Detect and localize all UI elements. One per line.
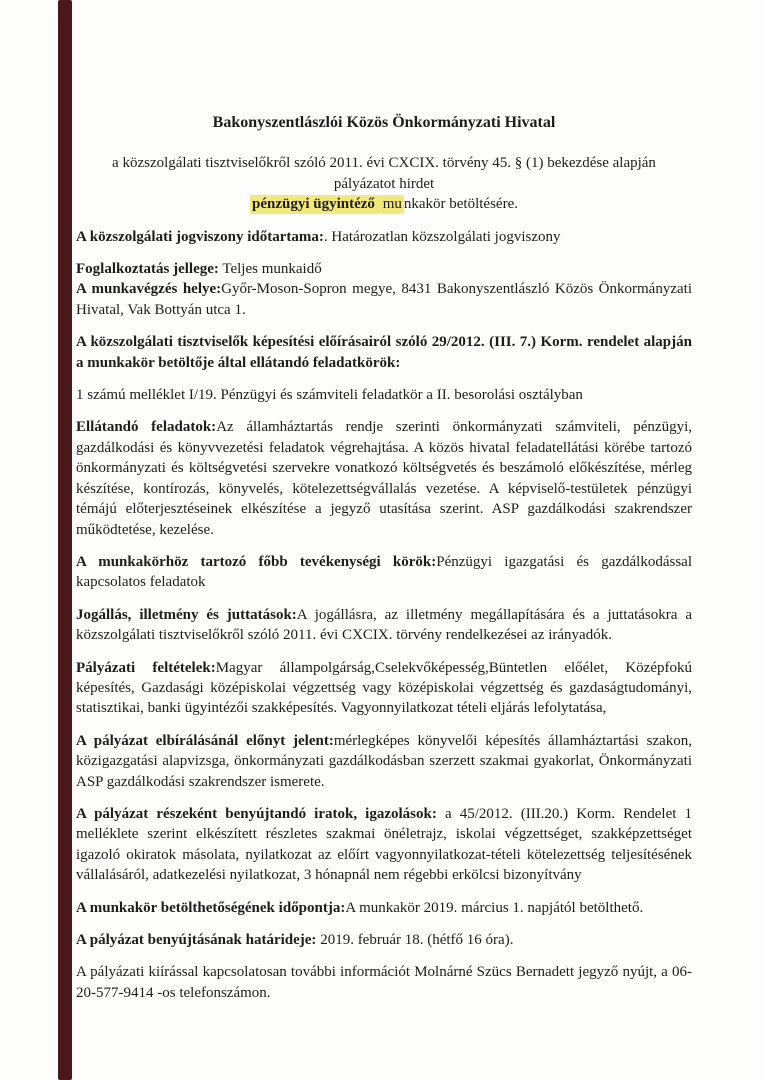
intro-announce-line: pályázatot hirdet — [333, 175, 435, 192]
section-jogallas-illetmeny — [76, 605, 692, 646]
section-label: A közszolgálati tisztviselők képesítési előírásairól szóló 29/2012. (III. 7.) Korm. rendelet alapján a munkakör betöltője által ellátandó feladatkörök: — [76, 334, 692, 371]
section-label: Jogállás, illetmény és juttatások: — [76, 606, 297, 623]
section-text: Magyar állampolgárság,Cselekvőképesség,Büntetlen előélet, Középfokú képesítés, Gazdasági középiskolai végzettség vagy középiskolai végzettség és gazdaságtudományi, statisztikai, banki ügyintézői szakképesítés. Vagyonnyilatkozat tételi eljárás lefolytatása, — [76, 659, 692, 717]
section-label: A közszolgálati jogviszony időtartama: — [76, 228, 324, 245]
position-line — [76, 194, 692, 214]
section-palyazati-feltetelek — [76, 658, 692, 719]
section-text: Az államháztartás rendje szerinti önkormányzati számviteli, pénzügyi, gazdálkodási és könyvvezetési feladatok végrehajtása. A közös hivatal feladatellátási körébe tartozó önkormányzati és költségvetési szervekre vonatkozó költségvetés és beszámoló előkészítése, mérleg készítése, kontírozás, könyvelés, kötelezettségvállalás vezetése. A képviselő-testületek pénzügyi témájú előterjesztéseinek elkészítése a jegyző utasítása szerint. ASP gazdálkodási szakrendszer működtetése, kezelése. — [76, 419, 693, 538]
section-text: . Határozatlan közszolgálati jogviszony — [323, 228, 561, 245]
section-melleklet — [76, 385, 692, 405]
section-label: A pályázat benyújtásának határideje: — [76, 932, 317, 948]
section-text: A jogállásra, az illetmény megállapítására és a juttatásokra a közszolgálati tisztviselőkről szóló 2011. évi CXCIX. törvény rendelkezései az irányadók. — [76, 606, 692, 644]
section-ellatando-feladatok — [76, 417, 692, 539]
section-text: mérlegképes könyvelői képesítés államháztartási szakon, közigazgatási alapvizsga, önkormányzati gazdálkodásban szerzett szakmai gyakorlat, Önkormányzati ASP gazdálkodási szakrendszer ismerete. — [76, 732, 692, 790]
section-label: Foglalkoztatás jellege: — [76, 261, 219, 278]
section-munkavegzes-helye — [76, 279, 692, 320]
section-text: Győr-Moson-Sopron megye, 8431 Bakonyszentlászló Közös Önkormányzati Hivatal, Vak Bottyán utca 1. — [76, 281, 692, 318]
section-label: A pályázat elbírálásánál előnyt jelent: — [76, 732, 334, 749]
section-text: 2019. február 18. (hétfő 16 óra). — [316, 932, 514, 948]
section-label: Pályázati feltételek: — [76, 659, 216, 676]
position-line-rest: nkakör betöltésére. — [403, 196, 518, 213]
section-text: A pályázati kiírással kapcsolatosan további információt Molnárné Szücs Bernadett jegyző nyújt, a 06-20-577-9414 -os telefonszámon. — [76, 964, 692, 1001]
highlight-tail: mu — [382, 196, 402, 213]
scan-margin-stripe — [58, 0, 72, 1080]
section-label: A munkavégzés helye: — [76, 281, 222, 298]
section-jogviszony-idotartama — [76, 227, 692, 247]
section-label: A munkakör betölthetőségének időpontja: — [76, 899, 346, 916]
section-benyujtas-hatarideje — [76, 930, 692, 950]
section-label: A pályázat részeként benyújtandó iratok, igazolások: — [76, 805, 437, 822]
document-title: Bakonyszentlászlói Közös Önkormányzati Hivatal — [212, 114, 556, 131]
sections-container — [76, 227, 692, 1004]
section-benyujtando-iratok — [76, 804, 692, 886]
section-foglalkoztatas-jellege — [76, 259, 692, 279]
section-betolthetoseg-idopontja — [76, 898, 692, 918]
section-label: A munkakörhöz tartozó főbb tevékenységi körök: — [76, 553, 437, 570]
section-tovabbi-informacio — [76, 962, 692, 1003]
section-text: A munkakör 2019. március 1. napjától betölthető. — [345, 899, 644, 916]
section-kepesitesi-eloirasok — [76, 332, 692, 373]
highlighted-position-title: pénzügyi ügyintéző — [252, 196, 379, 213]
section-text: 1 számú melléklet I/19. Pénzügyi és számviteli feladatkör a II. besorolási osztályban — [76, 387, 583, 404]
section-text: a 45/2012. (III.20.) Korm. Rendelet 1 melléklete szerint elkészített részletes szakmai önéletrajz, iskolai végzettséget, szakképzettséget igazoló okiratok másolata, nyilatkozat az előírt vagyonnyilatkozat-tételi kötelezettség teljesítésének vállalásáról, adatkezelési nyilatkozat, 3 hónapnál nem régebbi erkölcsi bizonyítvány — [76, 805, 692, 884]
section-tevekenysegi-korok — [76, 552, 692, 593]
section-elonyt-jelent — [76, 731, 692, 792]
section-text: Teljes munkaidő — [218, 261, 322, 278]
section-text: Pénzügyi igazgatási és gazdálkodással kapcsolatos feladatok — [76, 553, 692, 591]
section-label: Ellátandó feladatok: — [76, 419, 217, 436]
intro-block — [76, 153, 692, 214]
intro-law-line: a közszolgálati tisztviselőkről szóló 2011. évi CXCIX. törvény 45. § (1) bekezdése alapján — [112, 155, 656, 172]
document-content — [76, 113, 692, 1003]
